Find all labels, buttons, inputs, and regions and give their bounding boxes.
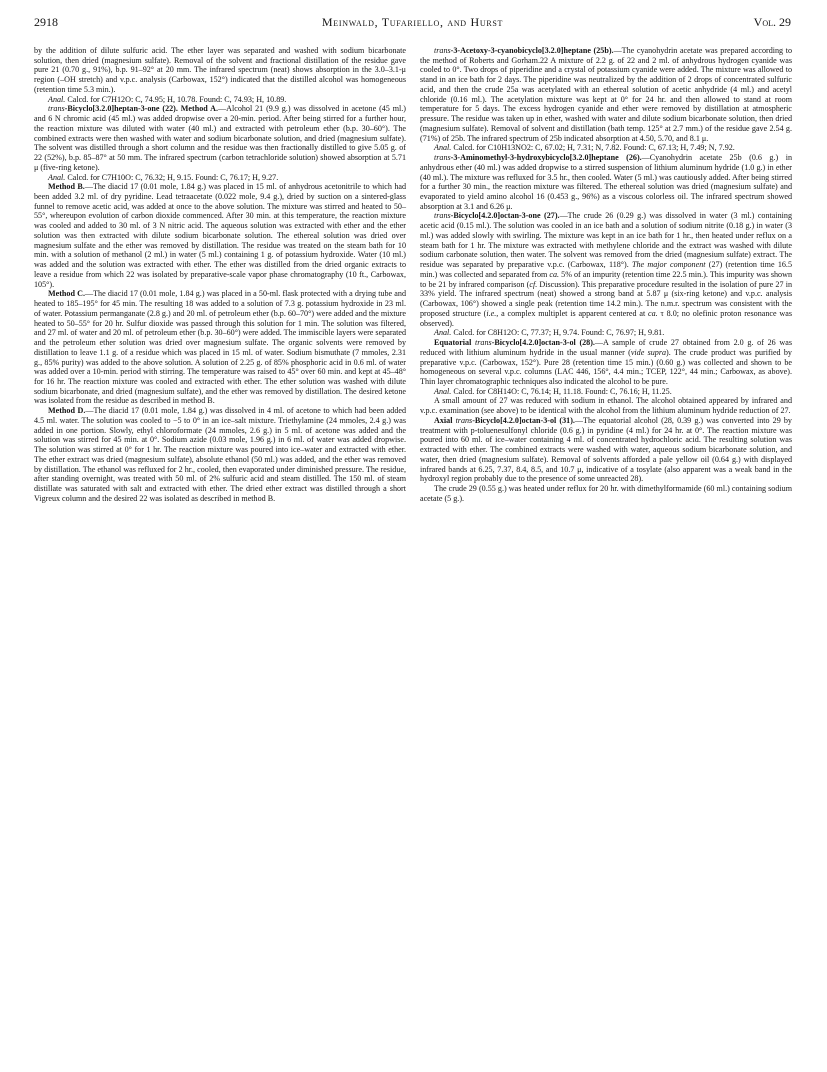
paragraph: [34, 182, 406, 289]
paragraph: [420, 396, 792, 415]
paragraph: [34, 104, 406, 172]
italic-text: Anal.: [434, 143, 452, 153]
bold-text: -Bicyclo[3.2.0]heptan-3-one (22).: [64, 104, 178, 114]
right-column: [420, 46, 792, 504]
paragraph: [34, 173, 406, 183]
body-text: —Cyanohydrin acetate 25b (0.6 g.) in anhydrous ether (40 ml.) was added dropwise to a stirred suspension of lithium aluminum hydride (1.0 g.) in ether (40 ml.). The mixture was refluxed for 3.5 hr., then cooled. Water (5 ml.) was cautiously added. After being stirred for a further 30 min., the reaction mixture was filtered. The ethereal solution was dried (magnesium sulfate) and evaporated to yield amino alcohol 16 (0.453 g., 96%) as a viscous colorless oil. The infrared spectrum showed absorption at 3.1 and 6.26 μ.: [420, 153, 792, 211]
paragraph: [420, 46, 792, 143]
body-text: Discussion). This preparative procedure resulted in the isolation of pure 27 in 33% yield. The infrared spectrum (neat) showed a strong band at 5.87 μ (six-ring ketone) and v.p.c. analysis (Carbowax, 106°) showed a single peak (retention time 14.2 min.). The n.m.r. spectrum was consistent with the proposed structure (: [420, 279, 792, 318]
bold-text: -Bicyclo[4.2.0]octan-3-ol (31).: [472, 415, 575, 425]
paragraph: [420, 338, 792, 387]
italic-text: trans: [434, 153, 451, 163]
paragraph: [34, 46, 406, 95]
bold-text: Equatorial: [434, 338, 476, 348]
body-text: A small amount of 27 was reduced with sodium in ethanol. The alcohol obtained appeared by infrared and v.p.c. examination (see above) to be identical with the alcohol from the lithium aluminum hydride reduction of 27.: [420, 396, 792, 416]
body-text: 5% of an impurity (retention time 22.5 min.). This impurity was shown to be 21 by infrared comparison (: [420, 269, 792, 289]
paragraph: [34, 289, 406, 406]
italic-text: Anal.: [48, 172, 66, 182]
bold-text: Method C.: [48, 289, 86, 299]
body-text: τ 8.0; no olefinic proton resonance was observed).: [420, 308, 792, 328]
page-number: 2918: [34, 15, 58, 29]
body-text: —Alcohol 21 (9.9 g.) was dissolved in acetone (45 ml.) and 6 N chromic acid (45 ml.) was added dropwise over a 20-min. period. After being stirred for a further hour, the reaction mixture was diluted with water (40 ml.) and extracted with petroleum ether (b.p. 30–60°). The combined extracts were then washed with water and sodium bicarbonate solution, and dried (magnesium sulfate). The solvent was distilled through a short column and the residue was then fractionally distilled to give 5.05 g. of 22 (52%), b.p. 85–87° at 50 mm. The infrared spectrum (carbon tetrachloride solution) showed absorption at 5.71 μ (five-ring ketone).: [34, 104, 406, 172]
body-text: Calcd. for C10H13NO2: C, 67.02; H, 7.31; N, 7.82. Found: C, 67.13; H, 7.49; N, 7.92.: [451, 143, 735, 153]
body-text: —The equatorial alcohol (28, 0.39 g.) was converted into 29 by treatment with p-toluenesulfonyl chloride (0.6 g.) in pyridine (4 ml.) for 24 hr. at 0°. The reaction mixture was poured into 60 ml. of ice–water containing 4 ml. of concentrated hydrochloric acid. The resulting solution was extracted with ether. The combined extracts were washed with water, aqueous sodium bicarbonate solution, and water, then dried (magnesium sulfate). Removal of solvents afforded a pale yellow oil (0.64 g.) with displayed infrared bands at 6.25, 7.37, 8.4, 8.5, and 10.7 μ, indicative of a tosylate (also apparent was a weak band in the hydroxyl region probably due to the presence of some unreacted 28).: [420, 415, 792, 484]
page-header: [34, 15, 791, 33]
bold-text: Method D.: [48, 406, 86, 416]
italic-text: Anal.: [434, 328, 452, 338]
italic-text: ca.: [549, 269, 560, 279]
body-text: Calcd. for C8H12O: C, 77.37; H, 9.74. Found: C, 76.97; H, 9.81.: [451, 328, 665, 338]
body-text: , a complex multiplet is apparent centered at: [496, 308, 649, 318]
italic-text: The major component: [632, 260, 706, 270]
paragraph: [34, 95, 406, 105]
bold-text: Method A.: [180, 104, 219, 114]
paragraph: [34, 406, 406, 503]
italic-text: trans: [434, 46, 451, 55]
bold-text: -3-Aminomethyl-3-hydroxybicyclo[3.2.0]heptane (26).: [450, 153, 642, 163]
bold-text: Method B.: [48, 182, 85, 192]
paragraph: [420, 143, 792, 153]
bold-text: Axial: [434, 415, 456, 425]
italic-text: Anal.: [48, 94, 66, 104]
body-text: ). The crude product was purified by preparative v.p.c. (Carbowax, 152°). Pure 28 (retention time 15 min.) (0.60 g.) was collected and shown to be homogeneous on several v.p.c. columns (LAC 446, 156°, 4.4 min.; TCEP, 122°, 44 min.; Carbowax, as above). Thin layer chromatographic techniques also indicated the alcohol to be pure.: [420, 347, 792, 386]
body-text: Calcd. for C7H10O: C, 76.32; H, 9.15. Found: C, 76.17; H, 9.27.: [65, 172, 279, 182]
paragraph: [420, 328, 792, 338]
bold-text: -Bicyclo[4.2.0]octan-3-ol (28).: [491, 338, 595, 348]
body-text: —The diacid 17 (0.01 mole, 1.84 g.) was placed in a 50-ml. flask protected with a drying tube and heated to 185–195° for 45 min. The resulting 18 was added to a solution of 7.3 g. potassium hydroxide in 23 ml. of water. Potassium permanganate (2.8 g.) and 20 ml. of petroleum ether (b.p. 60–70°) were added and the mixture heated to 50–55° for 20 hr. Sulfur dioxide was passed through this solution for 1 min. The solution was filtered, and 27 ml. of water and 20 ml. of petroleum ether (b.p. 30–60°) were added. The immiscible layers were separated and the petroleum ether solution was dried over magnesium sulfate. The organic solvents were removed by distillation to leave 1.1 g. of a residue which was placed in 15 ml. of water. Sodium bismuthate (7 mmoles, 2.31 g., 85% purity) was added to the above solution. A solution of 2.25 g. of 85% phosphoric acid in 0.6 ml. of water was added over a 10-min. period with stirring. The temperature was raised to 45° over 60 min. and kept at 45–48° for 16 hr. The reaction mixture was cooled and extracted with ether. The ether solution was washed with dilute sodium bicarbonate, and dried (magnesium sulfate), and the ether was removed by distillation. The desired ketone was isolated from the residue as described in method B.: [34, 289, 406, 406]
paragraph: [420, 484, 792, 503]
italic-text: Anal.: [434, 386, 452, 396]
body-text: (27) (retention time 16.5 min.) was collected and separated from: [420, 260, 792, 279]
paragraph: [420, 387, 792, 397]
body-text: —The cyanohydrin acetate was prepared according to the method of Roberts and Gorham.22 A mixture of 2.2 g. of 22 and 2 ml. of anhydrous hydrogen cyanide was cooled to 0°. Two drops of piperidine and a crystal of potassium cyanide were added. The mixture was allowed to stand in an ice bath for 2 days. The piperidine was neutralized by the addition of 2 drops of concentrated sulfuric acid, and then the crude 25a was acetylated with an ethereal solution of acetic anhydride (4 ml.) and acetyl chloride (0.16 ml.). The acetylation mixture was kept at 0° for 24 hr. and then allowed to stand at room temperature for 5 days. The excess hydrogen cyanide and ether were removed by distillation at atmospheric pressure. The residue was taken up in ether, washed with water and dilute sodium bicarbonate solution, then dried (magnesium sulfate). Removal of solvent and distillation (bath temp. 125° at 2.7 mm.) of the residue gave 2.54 g. (71%) of 25b. The infrared spectrum of 25b indicated absorption at 4.50, 5.70, and 8.1 μ.: [420, 46, 792, 143]
running-title: Meinwald, Tufariello, and Hurst: [321, 15, 504, 29]
italic-text: i.e.: [486, 308, 497, 318]
body-text: —A sample of crude 27 obtained from 2.0 g. of 26 was reduced with lithium aluminum hydride in the usual manner (: [420, 338, 792, 357]
paragraph: [420, 416, 792, 484]
body-text: Calcd. for C8H14O: C, 76.14; H, 11.18. Found: C, 76.16; H, 11.25.: [451, 386, 672, 396]
left-column: [34, 46, 406, 504]
paragraph: [420, 153, 792, 211]
body-text: —The crude 26 (0.29 g.) was dissolved in water (3 ml.) containing acetic acid (0.15 ml.). The solution was cooled in an ice bath and a solution of sodium nitrite (0.18 g.) in water (3 ml.) was added slowly with swirling. The mixture was kept in an ice bath for 1 hr., then heated under reflux on a steam bath for 1 hr. The mixture was extracted with methylene chloride and the extract was washed with dilute sodium carbonate solution, then water. The solvent was removed from the dried (magnesium sulfate) extract. The residue was separated by preparative v.p.c. (Carbowax, 118°).: [420, 211, 792, 270]
body-text: —The diacid 17 (0.01 mole, 1.84 g.) was placed in 15 ml. of anhydrous acetonitrile to which had been added 3.2 ml. of dry pyridine. Lead tetraacetate (0.022 mole, 9.4 g.), dried by suction on a sintered-glass funnel to remove acetic acid, was added at once to the above solution. The mixture was stirred and heated to 50–55°, whereupon evolution of carbon dioxide commenced. After 30 min. at this temperature, the reaction mixture was cooled and added to 30 ml. of 3 N nitric acid. The aqueous solution was extracted with ether and the ether solution was then extracted with dilute sodium bicarbonate solution. The ethereal solution was dried over magnesium sulfate and the ether was removed by distillation. The residue was treated on the steam bath for 10 min. with a solution of methanol (2 ml.) in water (5 ml.) containing 1 g. of potassium hydroxide. Water (10 ml.) was added and the solution was extracted with ether. The ether was distilled from the dried organic extracts to leave a residue from which 22 was isolated by preparative-scale vapor phase chromatography (10 ft., Carbowax, 105°).: [34, 182, 407, 289]
italic-text: cf.: [529, 279, 538, 289]
body-text: Calcd. for C7H12O: C, 74.95; H, 10.78. Found: C, 74.93; H, 10.89.: [65, 94, 287, 104]
italic-text: ca.: [648, 308, 658, 318]
italic-text: trans: [455, 415, 473, 425]
paragraph: [420, 211, 792, 328]
italic-text: vide supra: [630, 347, 667, 357]
italic-text: trans: [48, 104, 65, 114]
body-text: The crude 29 (0.55 g.) was heated under reflux for 20 hr. with dimethylformamide (60 ml.) containing sodium acetate (5 g.).: [420, 484, 792, 503]
volume-label: Vol. 29: [753, 15, 791, 29]
bold-text: -Bicyclo[4.2.0]octan-3-one (27).: [450, 211, 560, 221]
bold-text: -3-Acetoxy-3-cyanobicyclo[3.2.0]heptane (25b).: [450, 46, 614, 55]
body-text: by the addition of dilute sulfuric acid. The ether layer was separated and washed with sodium bicarbonate solution, then dried (magnesium sulfate). Removal of the solvent and fractional distillation of the residue gave pure 21 (0.70 g., 91%), b.p. 91–92° at 20 mm. The infrared spectrum (neat) shows absorption in the 3.0–3.1-μ region (–OH stretch) and v.p.c. analysis (Carbowax, 152°) indicated that the distilled alcohol was homogeneous (retention time 5.3 min.).: [34, 46, 406, 94]
body-text: —The diacid 17 (0.01 mole, 1.84 g.) was dissolved in 4 ml. of acetone to which had been added 4.5 ml. water. The solution was cooled to −5 to 0° in an ice–salt mixture. Triethylamine (24 mmoles, 2.4 g.) was added in one portion. Slowly, ethyl chloroformate (24 mmoles, 2.6 g.) in 5 ml. of acetone was added and the solution was stirred for 45 min. at 0°. Sodium azide (0.03 mole, 1.96 g.) in 6 ml. of water was added dropwise. The solution was stirred at 0° for 1 hr. The reaction mixture was poured into ice–water and extracted with ether. The ether extract was dried (magnesium sulfate), absolute ethanol (50 ml.) was added, and the ether was removed by distillation. The ethanol was refluxed for 2 hr., cooled, then evaporated under diminished pressure. The residue, after standing overnight, was treated with 50 ml. of 2% sulfuric acid and steam distilled. The 150 ml. of steam distillate was saturated with salt and extracted with ether. The dried ether extract was distilled through a short Vigreux column and the desired 22 was isolated as described in method B.: [34, 406, 407, 503]
italic-text: trans: [475, 338, 492, 348]
italic-text: trans: [434, 211, 451, 221]
